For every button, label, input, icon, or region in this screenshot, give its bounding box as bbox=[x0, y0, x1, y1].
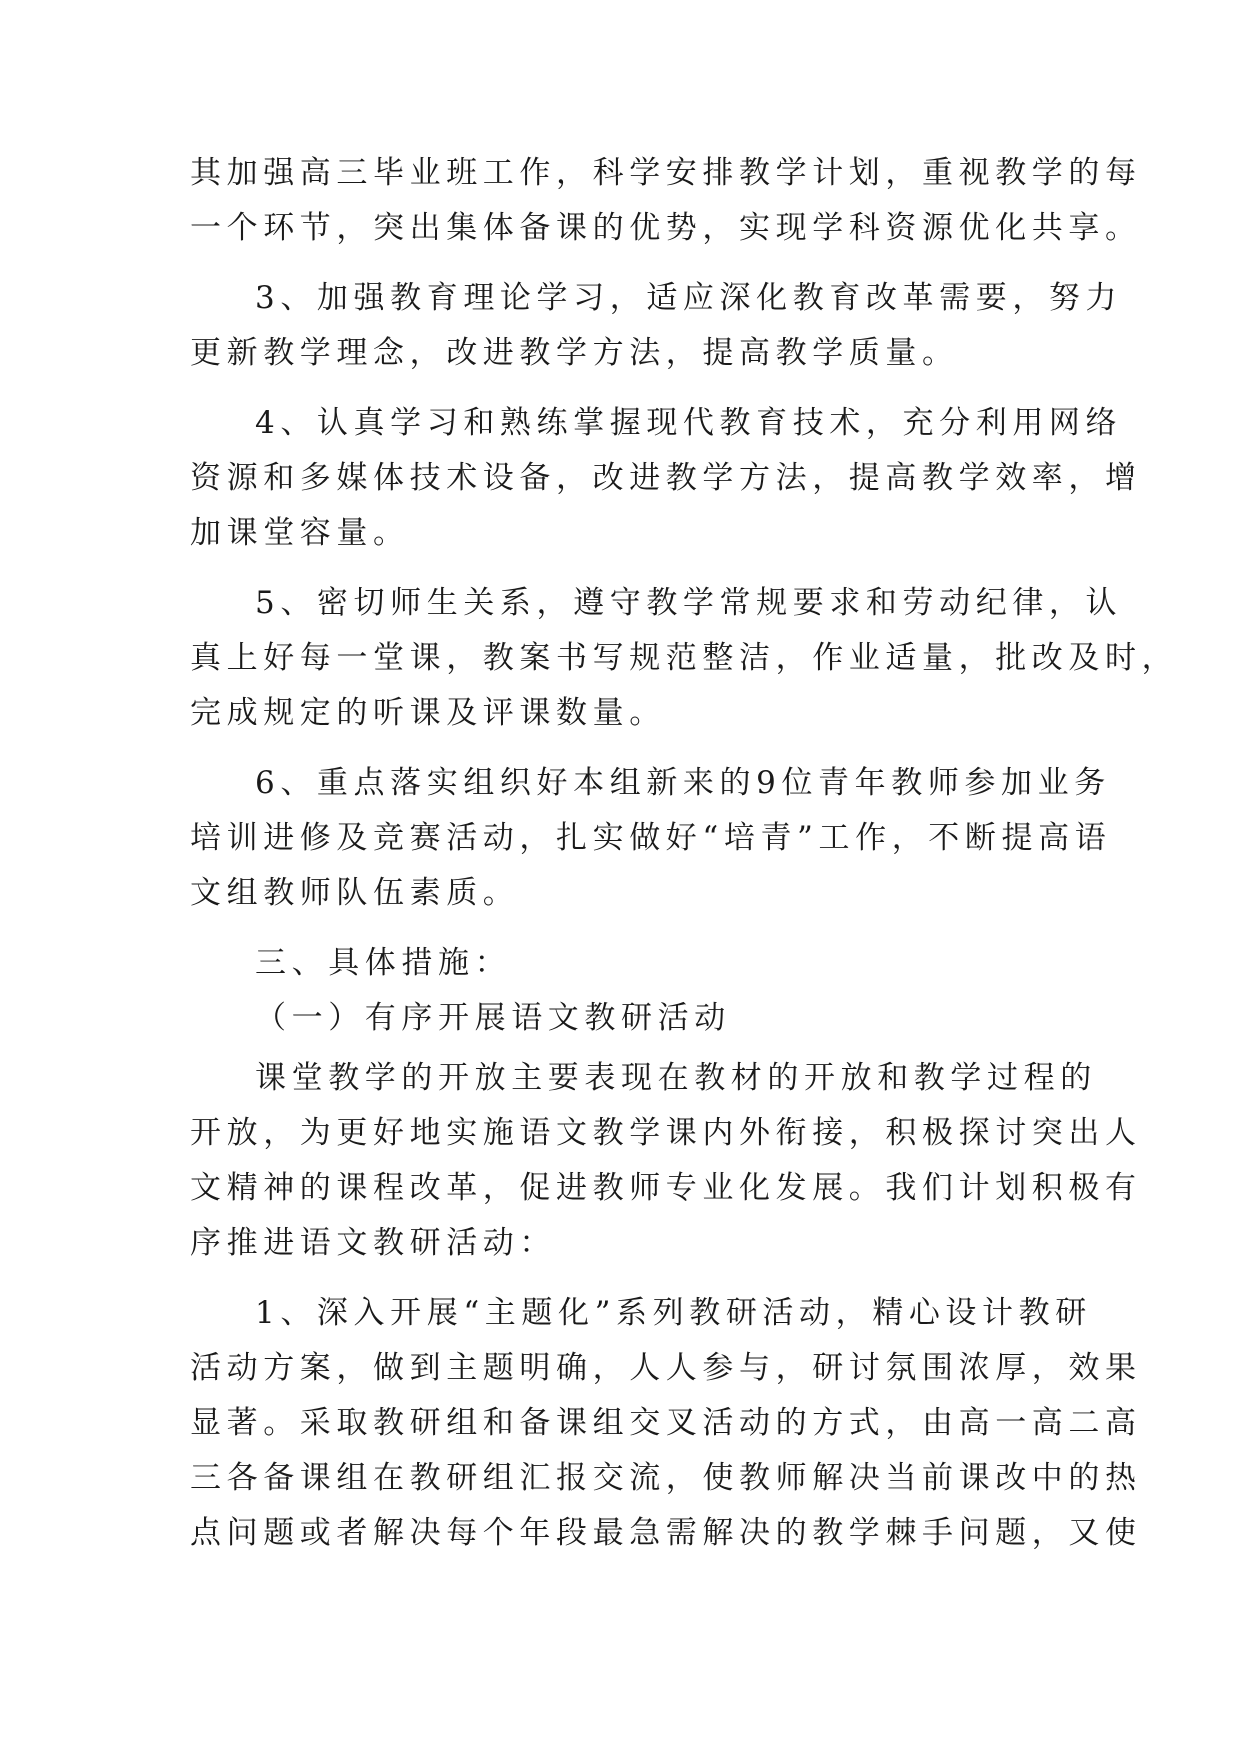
text-line: 加课堂容量。 bbox=[190, 515, 410, 551]
text-line: 文组教师队伍素质。 bbox=[190, 875, 520, 911]
text-line: 显著。采取教研组和备课组交叉活动的方式，由高一高二高 bbox=[190, 1405, 1142, 1441]
text-line: 课堂教学的开放主要表现在教材的开放和教学过程的 bbox=[255, 1060, 1097, 1096]
section-heading: 三、具体措施： bbox=[255, 945, 512, 981]
text-line: 其加强高三毕业班工作，科学安排教学计划，重视教学的每 bbox=[190, 155, 1142, 191]
text-line: 1、深入开展“主题化”系列教研活动，精心设计教研 bbox=[255, 1295, 1092, 1331]
text-line: 三各备课组在教研组汇报交流，使教师解决当前课改中的热 bbox=[190, 1460, 1142, 1496]
text-line: 更新教学理念，改进教学方法，提高教学质量。 bbox=[190, 335, 959, 371]
text-line: 6、重点落实组织好本组新来的9位青年教师参加业务 bbox=[255, 765, 1111, 801]
text-line: 开放，为更好地实施语文教学课内外衔接，积极探讨突出人 bbox=[190, 1115, 1142, 1151]
text-line: 培训进修及竞赛活动，扎实做好“培青”工作，不断提高语 bbox=[190, 820, 1112, 856]
subsection-heading: （一）有序开展语文教研活动 bbox=[255, 1000, 731, 1036]
text-line: 5、密切师生关系，遵守教学常规要求和劳动纪律，认 bbox=[255, 585, 1123, 621]
text-line: 点问题或者解决每个年段最急需解决的教学棘手问题，又使 bbox=[190, 1515, 1142, 1551]
text-line: 活动方案，做到主题明确，人人参与，研讨氛围浓厚，效果 bbox=[190, 1350, 1142, 1386]
text-line: 资源和多媒体技术设备，改进教学方法，提高教学效率，增 bbox=[190, 460, 1142, 496]
text-line: 真上好每一堂课，教案书写规范整洁，作业适量，批改及时， bbox=[190, 640, 1179, 676]
text-line: 完成规定的听课及评课数量。 bbox=[190, 695, 666, 731]
text-line: 序推进语文教研活动： bbox=[190, 1225, 556, 1261]
text-line: 4、认真学习和熟练掌握现代教育技术，充分利用网络 bbox=[255, 405, 1123, 441]
text-line: 3、加强教育理论学习，适应深化教育改革需要，努力 bbox=[255, 280, 1123, 316]
text-line: 文精神的课程改革，促进教师专业化发展。我们计划积极有 bbox=[190, 1170, 1142, 1206]
text-line: 一个环节，突出集体备课的优势，实现学科资源优化共享。 bbox=[190, 210, 1142, 246]
